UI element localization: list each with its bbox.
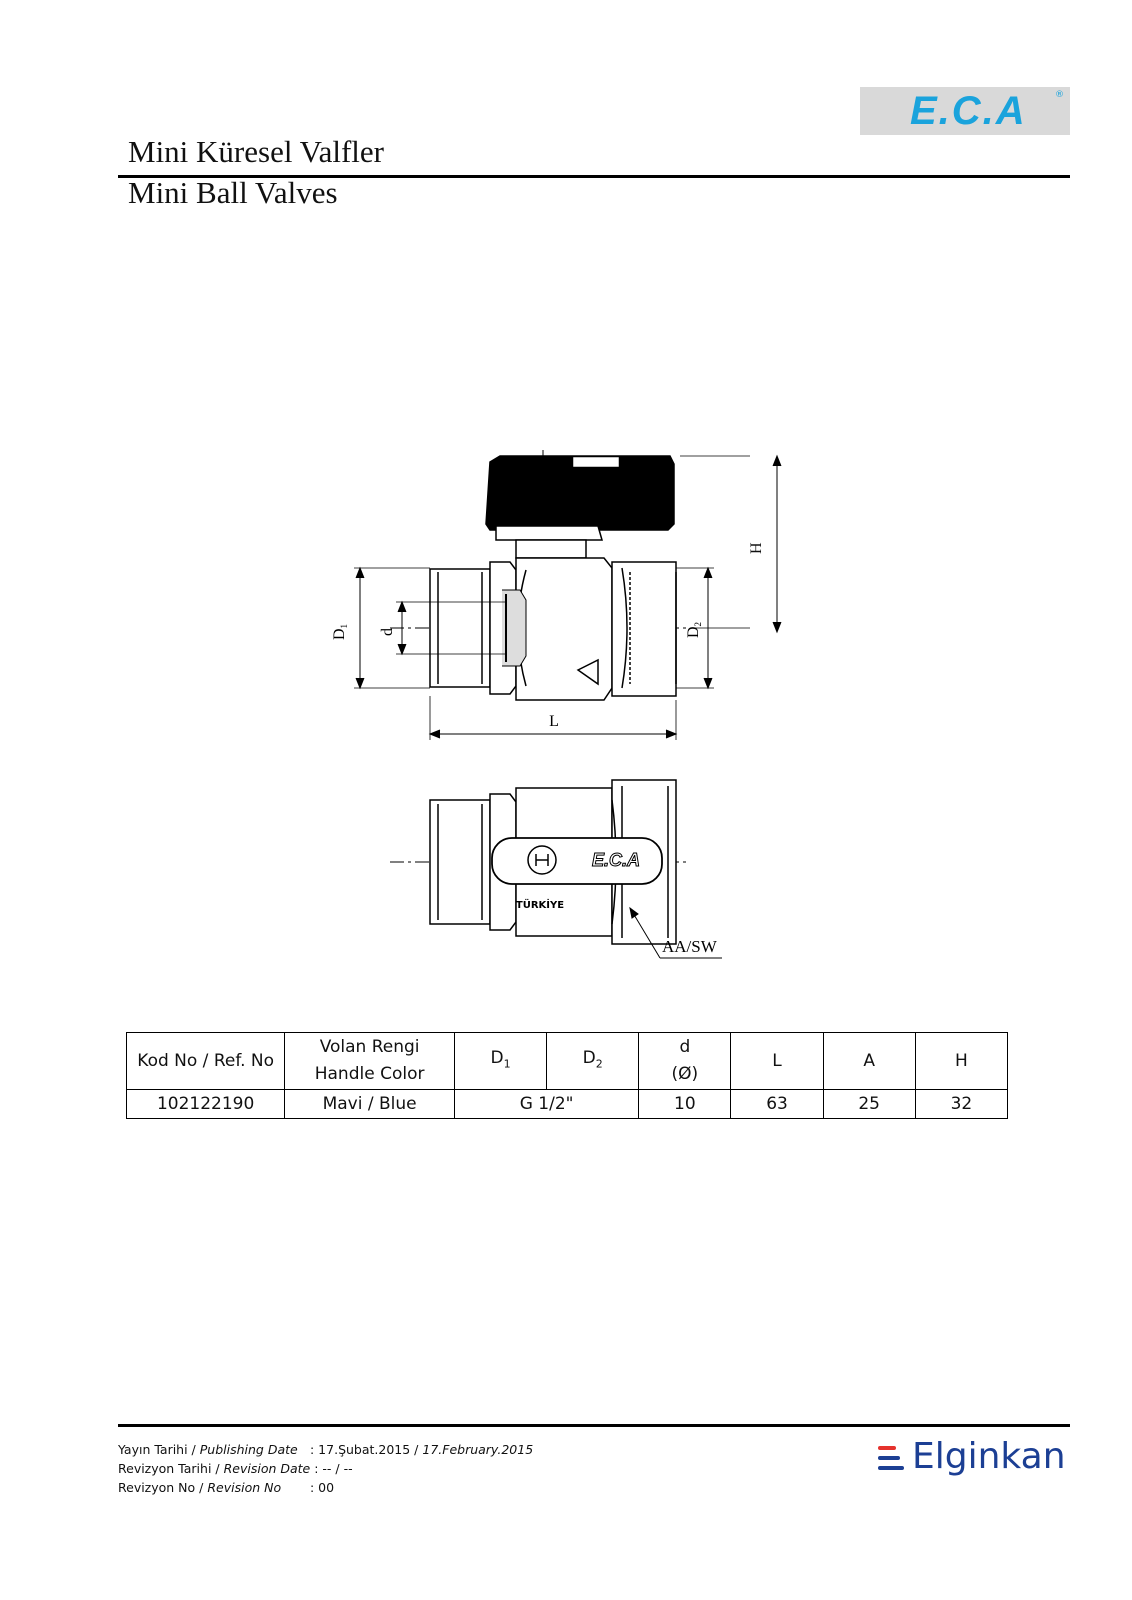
side-view (331, 450, 750, 740)
header-d1 (454, 1033, 546, 1090)
header-d1-sub: 1 (503, 1057, 511, 1071)
page-title-en: Mini Ball Valves (128, 175, 338, 210)
label-d1-sub: 1 (339, 623, 349, 629)
publishing-date (118, 1442, 533, 1457)
cell-d: 10 (639, 1090, 731, 1119)
label-l: L (549, 713, 559, 730)
spec-table (126, 1032, 1008, 1119)
header-d1-text: D (490, 1047, 504, 1068)
header-l: L (731, 1033, 823, 1090)
publishing-label-en: Publishing Date (199, 1442, 298, 1457)
header-color-en: Handle Color (314, 1064, 425, 1084)
elginkan-logo (878, 1436, 1078, 1486)
valve-technical-drawing (330, 450, 750, 970)
header-d-top: d (679, 1037, 691, 1057)
label-d2: D (685, 626, 702, 639)
label-aa-sw: AA/SW (662, 937, 717, 956)
header-h: H (915, 1033, 1007, 1090)
header-color-tr: Volan Rengi (319, 1037, 420, 1057)
cell-a: 25 (823, 1090, 915, 1119)
label-h: H (748, 542, 765, 554)
eca-logo-text: E.C.A (910, 89, 1027, 133)
eca-logo (860, 87, 1070, 135)
header-d-bottom: (Ø) (671, 1064, 699, 1084)
revision-date-label-en: Revision Date (223, 1461, 311, 1476)
revision-no-label-tr: Revizyon No / (118, 1480, 208, 1495)
revision-no-value: : 00 (310, 1480, 335, 1495)
table-row (127, 1090, 1008, 1119)
revision-date-label-tr: Revizyon Tarihi / (118, 1461, 224, 1476)
cell-h: 32 (915, 1090, 1007, 1119)
handle-logo-text: E.C.A (591, 850, 641, 870)
svg-text:D2 (685, 622, 703, 638)
header-d2-text: D (582, 1047, 596, 1068)
revision-date (118, 1461, 353, 1476)
svg-text:D1 (331, 624, 349, 640)
header-handle-color (285, 1033, 455, 1090)
cell-thread: G 1/2" (454, 1090, 638, 1119)
header-d2 (547, 1033, 639, 1090)
top-view (390, 780, 722, 958)
publishing-value-en: 17.February.2015 (422, 1442, 534, 1457)
registered-mark: ® (1055, 90, 1064, 100)
label-d2-sub: 2 (693, 621, 703, 627)
revision-no (118, 1480, 334, 1495)
header-code: Kod No / Ref. No (127, 1033, 285, 1090)
header-d2-sub: 2 (595, 1057, 603, 1071)
revision-no-label-en: Revision No (207, 1480, 282, 1495)
elginkan-logo-text: Elginkan (912, 1436, 1066, 1477)
cell-code: 102122190 (127, 1090, 285, 1119)
cell-l: 63 (731, 1090, 823, 1119)
table-header-row (127, 1033, 1008, 1090)
footer-divider (118, 1424, 1070, 1427)
header-a: A (823, 1033, 915, 1090)
revision-date-value: : -- / -- (314, 1461, 353, 1476)
publishing-label-tr: Yayın Tarihi / (118, 1442, 200, 1457)
label-d1: D (331, 628, 348, 641)
page-title-tr: Mini Küresel Valfler (128, 134, 384, 169)
elginkan-bar-blue-1 (878, 1456, 900, 1460)
h-dimension-line (770, 452, 790, 636)
publishing-value-tr: : 17.Şubat.2015 / (310, 1442, 423, 1457)
turkiye-stamp: TÜRKİYE (515, 900, 565, 911)
elginkan-bar-blue-2 (878, 1466, 904, 1470)
label-d: d (379, 628, 396, 636)
cell-color: Mavi / Blue (285, 1090, 455, 1119)
elginkan-bar-red (878, 1446, 896, 1450)
header-d (639, 1033, 731, 1090)
